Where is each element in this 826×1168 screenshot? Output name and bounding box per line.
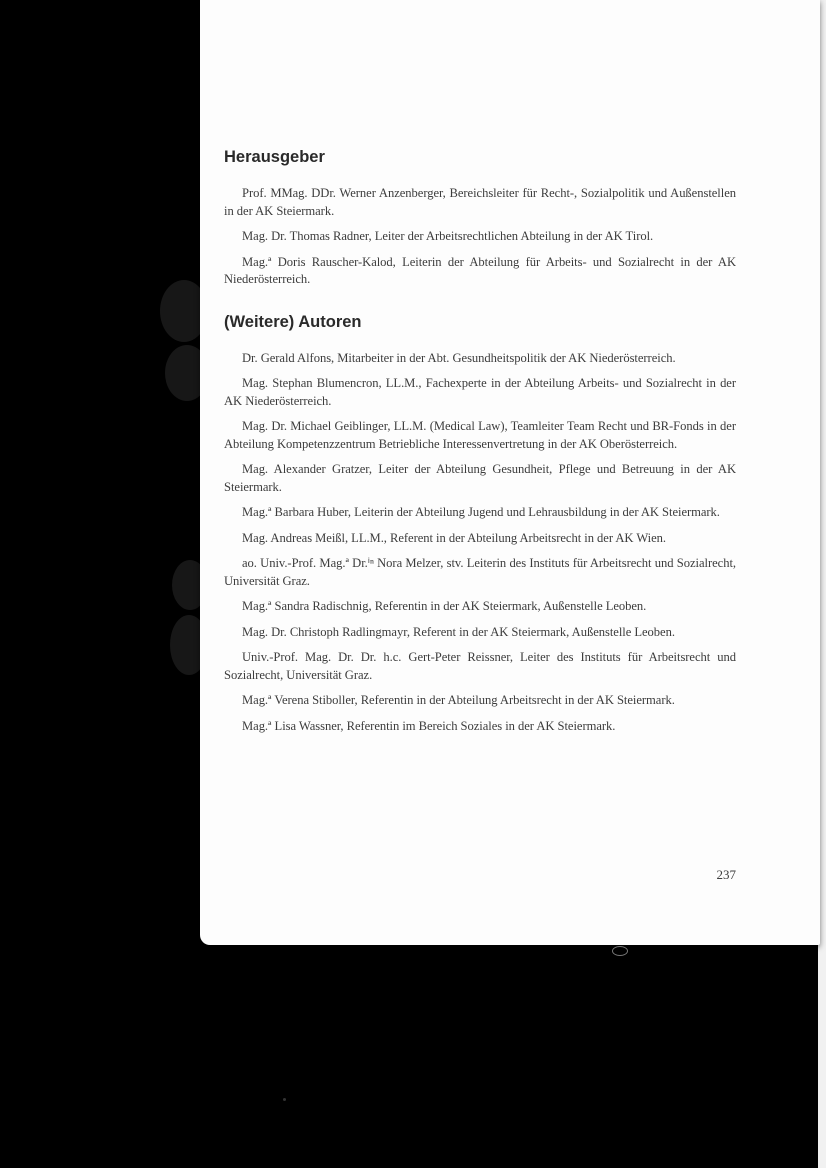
author-entry: Mag. Dr. Michael Geiblinger, LL.M. (Medical Law), Teamleiter Team Recht und BR-Fonds in der Abteilung Kompetenzzentrum Betriebliche Interessenvertretung in der AK Oberösterreich. (224, 419, 736, 451)
author-entry: Mag. Alexander Gratzer, Leiter der Abteilung Gesundheit, Pflege und Betreuung in der AK Steiermark. (224, 462, 736, 494)
author-entry: Mag.ª Barbara Huber, Leiterin der Abteilung Jugend und Lehrausbildung in der AK Steiermark. (242, 505, 720, 519)
author-entry: ao. Univ.-Prof. Mag.ª Dr.ⁱⁿ Nora Melzer, stv. Leiterin des Instituts für Arbeitsrecht und Sozialrecht, Universität Graz. (224, 556, 736, 588)
section-heading-herausgeber: Herausgeber (224, 148, 325, 166)
author-entry: Dr. Gerald Alfons, Mitarbeiter in der Abt. Gesundheitspolitik der AK Niederösterreich. (242, 350, 676, 365)
scan-dust-dot (283, 1098, 286, 1101)
page-number: 237 (716, 867, 736, 882)
editor-entry: Mag. Dr. Thomas Radner, Leiter der Arbeitsrechtlichen Abteilung in der AK Tirol. (242, 229, 654, 243)
author-entry: Mag.ª Verena Stiboller, Referentin in der Abteilung Arbeitsrecht in der AK Steiermark. (242, 693, 675, 707)
section-heading-autoren: (Weitere) Autoren (224, 312, 362, 331)
author-entry: Mag.ª Lisa Wassner, Referentin im Bereich Soziales in der AK Steiermark. (242, 718, 616, 733)
scan-smudge (612, 946, 628, 956)
author-entry: Mag.ª Sandra Radischnig, Referentin in der AK Steiermark, Außenstelle Leoben. (242, 599, 647, 613)
page-content (224, 148, 736, 743)
author-entry: Mag. Dr. Christoph Radlingmayr, Referent in der AK Steiermark, Außenstelle Leoben. (242, 624, 675, 639)
editor-entry: Mag.ª Doris Rauscher-Kalod, Leiterin der Abteilung für Arbeits- und Sozialrecht in der AK Niederösterreich. (224, 254, 736, 286)
author-entry: Mag. Andreas Meißl, LL.M., Referent in der Abteilung Arbeitsrecht in der AK Wien. (242, 530, 667, 545)
author-entry: Univ.-Prof. Mag. Dr. Dr. h.c. Gert-Peter Reissner, Leiter des Instituts für Arbeitsrecht und Sozialrecht, Universität Graz. (224, 650, 736, 682)
book-page (200, 0, 820, 945)
author-entry: Mag. Stephan Blumencron, LL.M., Fachexperte in der Abteilung Arbeits- und Sozialrecht in der AK Niederösterreich. (224, 376, 736, 408)
editor-entry: Prof. MMag. DDr. Werner Anzenberger, Bereichsleiter für Recht-, Sozialpolitik und Außenstellen in der AK Steiermark. (224, 186, 736, 218)
